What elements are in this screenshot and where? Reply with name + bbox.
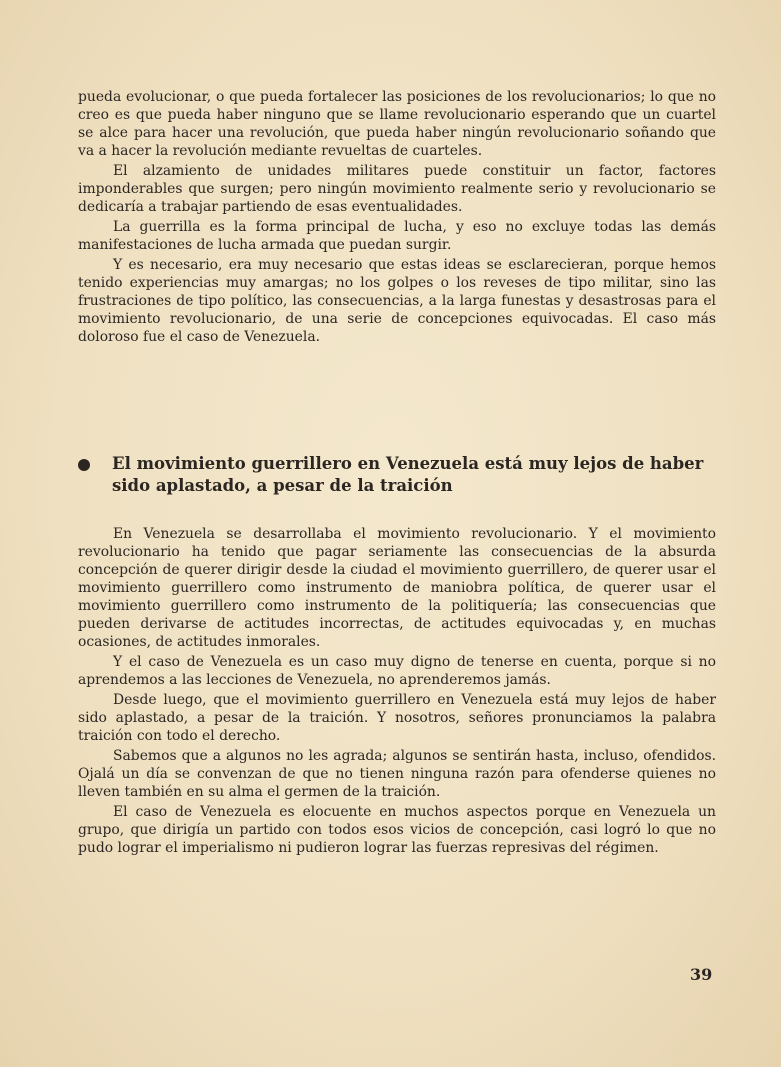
paragraph: La guerrilla es la forma principal de lucha, y eso no excluye todas las demás manifestaciones de lucha armada que puedan surgir. — [78, 219, 716, 253]
body-text-top — [78, 88, 716, 348]
paragraph-continuation: pueda evolucionar, o que pueda fortalecer las posiciones de los revolucionarios; lo que no creo es que pueda haber ninguno que se llame revolucionario esperando que un cuartel se alce para hacer una revolución, que pueda haber ningún revolucionario soñando que va a hacer la revolución mediante revueltas de cuarteles. — [78, 89, 716, 159]
paragraph: El caso de Venezuela es elocuente en muchos aspectos porque en Venezuela un grupo, que dirigía un partido con todos esos vicios de concepción, casi logró lo que no pudo lograr el imperialismo ni pudieron lograr las fuerzas represivas del régimen. — [78, 804, 716, 856]
section-heading-text: El movimiento guerrillero en Venezuela está muy lejos de haber sido aplastado, a pesar de la traición — [112, 454, 704, 495]
paragraph: Sabemos que a algunos no les agrada; algunos se sentirán hasta, incluso, ofendidos. Ojalá un día se convenzan de que no tienen ninguna razón para ofenderse quienes no lleven también en su alma el germen de la traición. — [78, 748, 716, 800]
paragraph: Y es necesario, era muy necesario que estas ideas se esclarecieran, porque hemos tenido experiencias muy amargas; no los golpes o los reveses de tipo militar, sino las frustraciones de tipo político, las consecuencias, a la larga funestas y desastrosas para el movimiento revolucionario, de una serie de concepciones equivocadas. El caso más doloroso fue el caso de Venezuela. — [78, 257, 716, 345]
paragraph: En Venezuela se desarrollaba el movimiento revolucionario. Y el movimiento revolucionario ha tenido que pagar seriamente las consecuencias de la absurda concepción de querer dirigir desde la ciudad el movimiento guerrillero, de querer usar el movimiento guerrillero como instrumento de maniobra política, de querer usar el movimiento guerrillero como instrumento de la politiquería; las consecuencias que pueden derivarse de actitudes incorrectas, de actitudes equivocadas y, en muchas ocasiones, de actitudes inmorales. — [78, 526, 716, 650]
body-text-bottom — [78, 525, 716, 859]
page-number: 39 — [690, 965, 713, 984]
bullet-icon — [78, 459, 90, 471]
section-heading — [78, 453, 718, 497]
paragraph: Y el caso de Venezuela es un caso muy digno de tenerse en cuenta, porque si no aprendemos a las lecciones de Venezuela, no aprenderemos jamás. — [78, 654, 716, 688]
paragraph: El alzamiento de unidades militares puede constituir un factor, factores imponderables que surgen; pero ningún movimiento realmente serio y revolucionario se dedicaría a trabajar partiendo de esas eventualidades. — [78, 163, 716, 215]
paragraph: Desde luego, que el movimiento guerrillero en Venezuela está muy lejos de haber sido aplastado, a pesar de la traición. Y nosotros, señores pronunciamos la palabra traición con todo el derecho. — [78, 692, 716, 744]
